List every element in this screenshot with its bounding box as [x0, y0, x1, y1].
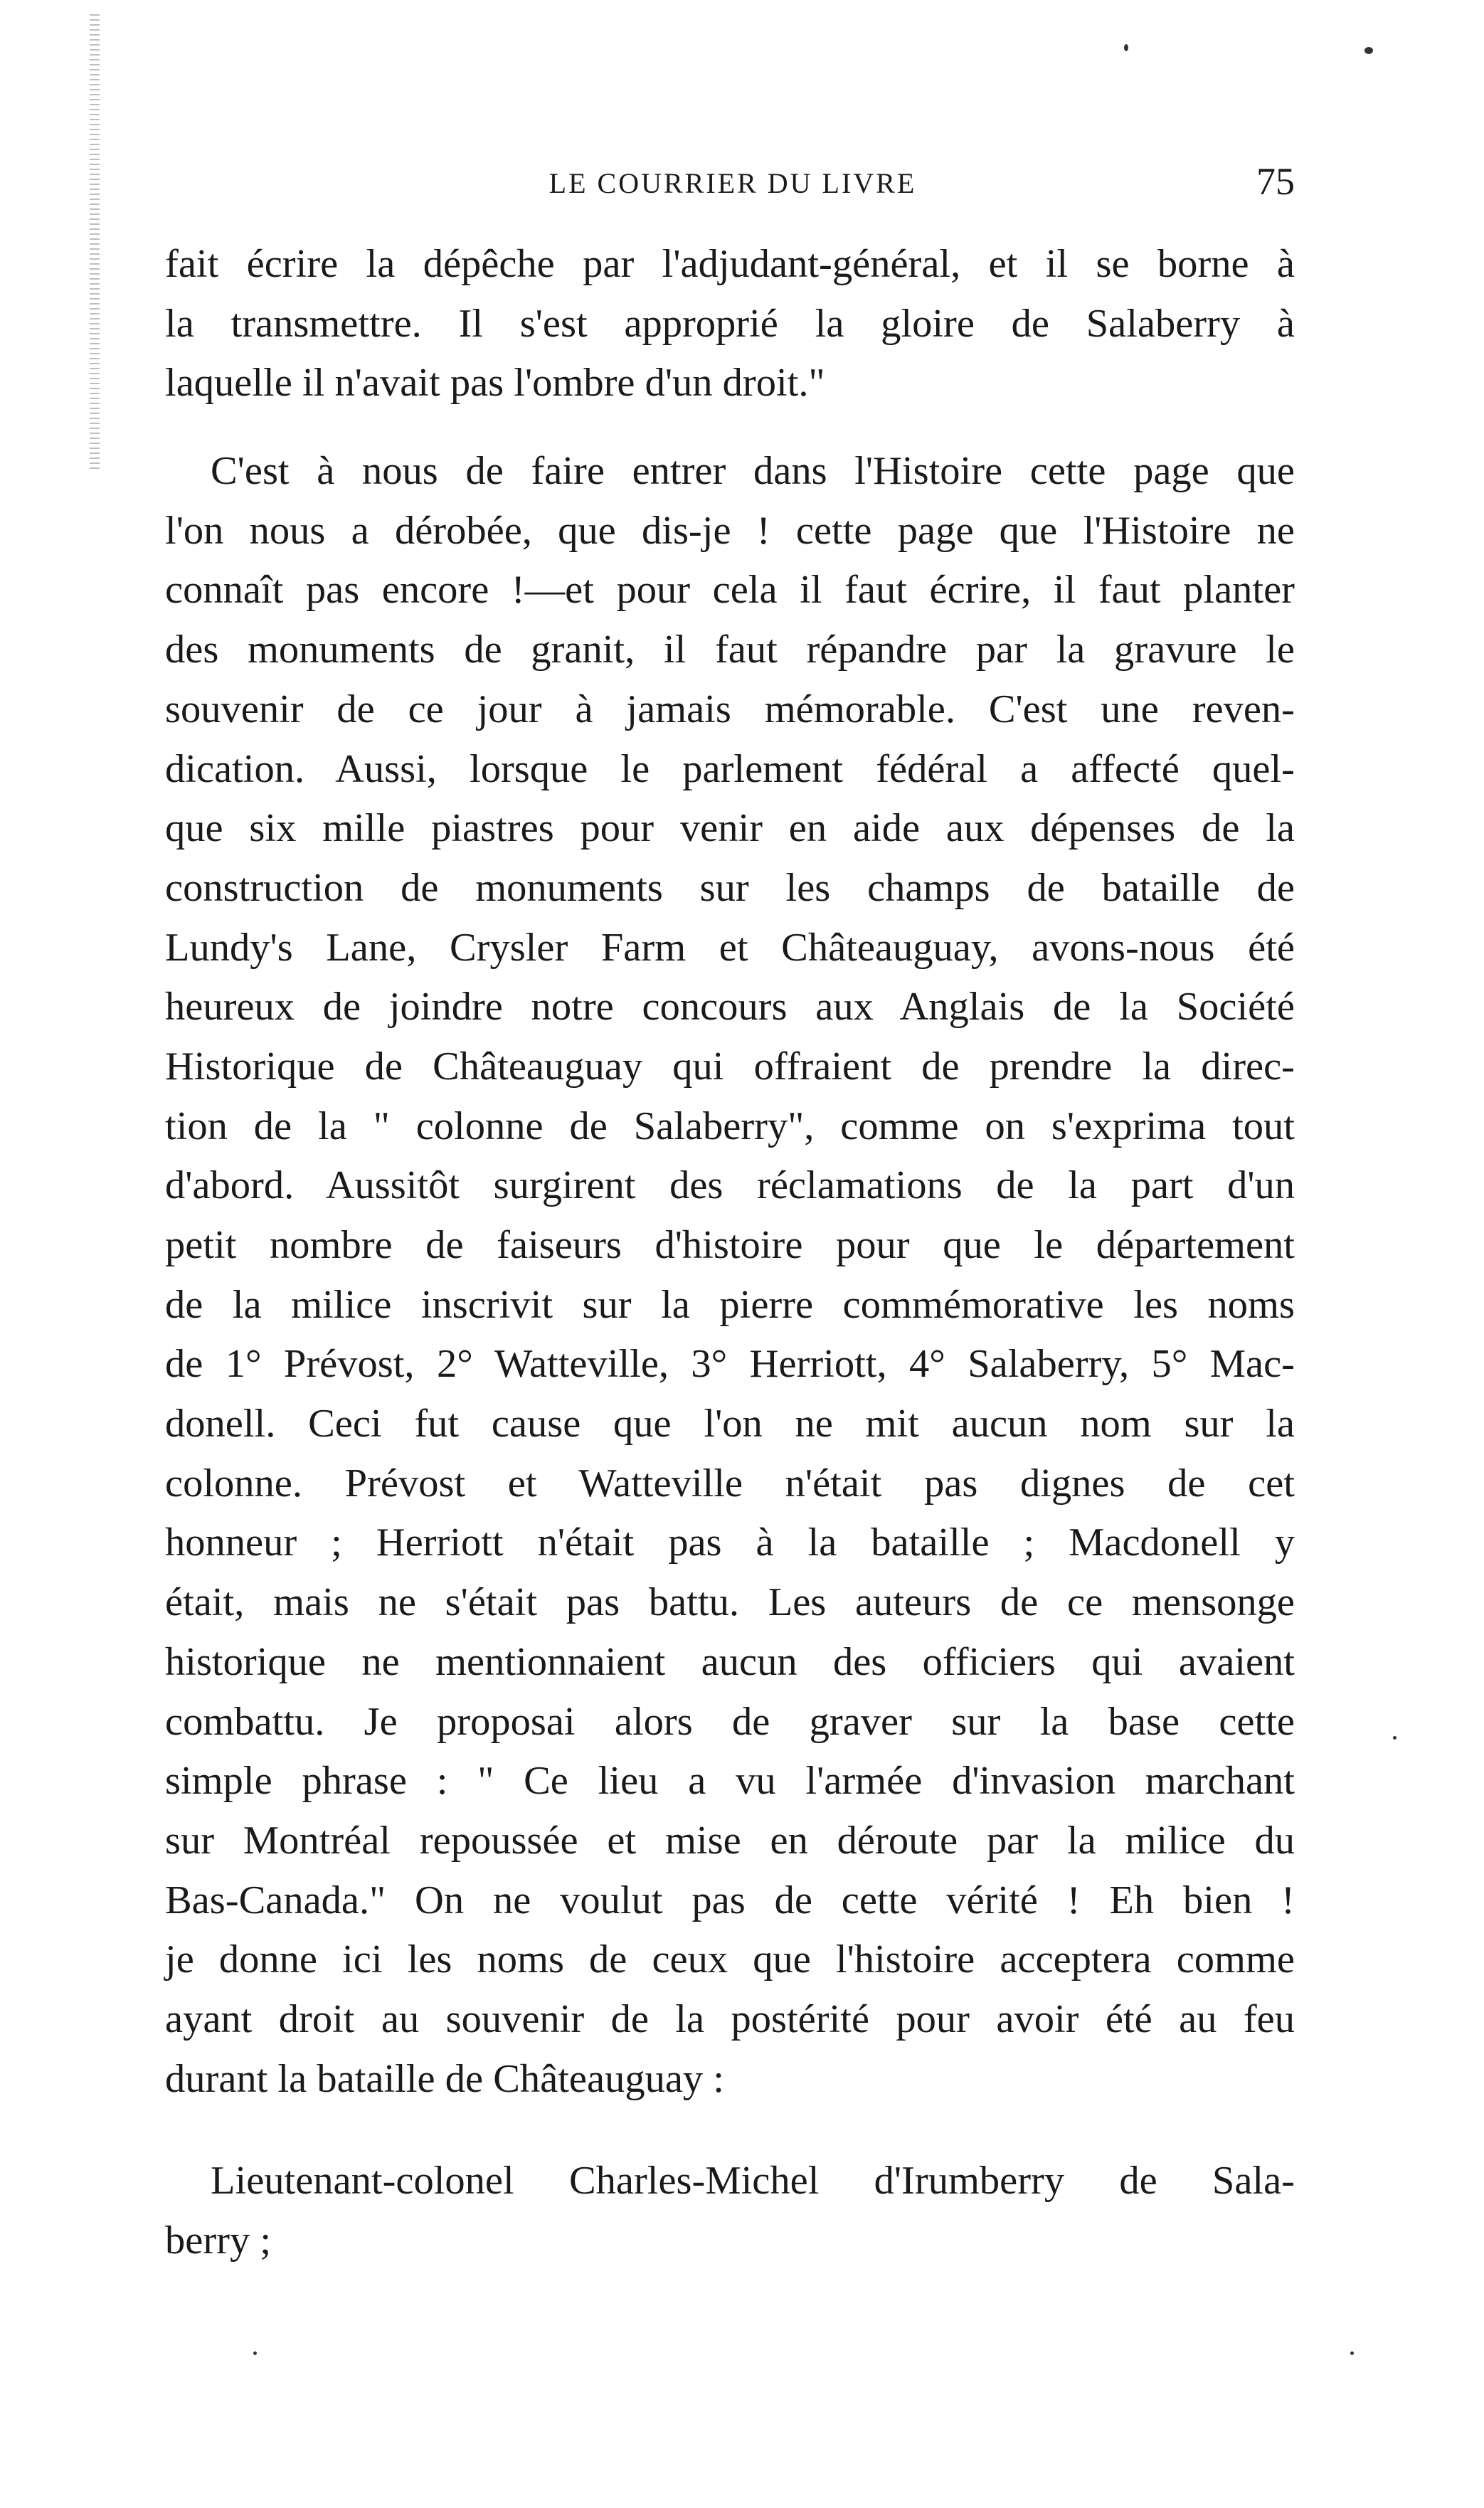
text-line: combattu. Je proposai alors de graver sur la base cette [165, 1699, 1295, 1744]
scan-speck [1124, 44, 1128, 51]
text-line: honneur ; Herriott n'était pas à la bataille ; Macdonell y [165, 1520, 1295, 1565]
text-line: dication. Aussi, lorsque le parlement fédéral a affecté quel- [165, 746, 1295, 791]
running-title: LE COURRIER DU LIVRE [548, 167, 917, 199]
text-line: berry ; [165, 2218, 272, 2263]
text-line: de 1° Prévost, 2° Watteville, 3° Herriott, 4° Salaberry, 5° Mac- [165, 1342, 1295, 1387]
text-line: Historique de Châteauguay qui offraient de prendre la direc- [165, 1044, 1295, 1089]
page-header [171, 159, 1295, 209]
text-line: heureux de joindre notre concours aux Anglais de la Société [165, 985, 1295, 1030]
paragraph [165, 2152, 1295, 2270]
text-line: ayant droit au souvenir de la postérité pour avoir été au feu [165, 1996, 1295, 2041]
scan-speck [253, 2351, 257, 2355]
text-line: tion de la " colonne de Salaberry", comme on s'exprima tout [165, 1104, 1295, 1148]
text-line: fait écrire la dépêche par l'adjudant-général, et il se borne à [165, 242, 1295, 286]
text-line: des monuments de granit, il faut répandre par la gravure le [165, 628, 1295, 672]
text-line: C'est à nous de faire entrer dans l'Histoire cette page que [211, 449, 1295, 494]
paragraph [165, 235, 1295, 413]
text-line: Bas-Canada." On ne voulut pas de cette vérité ! Eh bien ! [165, 1878, 1295, 1922]
text-line: sur Montréal repoussée et mise en déroute par la milice du [165, 1818, 1295, 1863]
text-line: laquelle il n'avait pas l'ombre d'un droit." [165, 361, 825, 406]
text-line: souvenir de ce jour à jamais mémorable. C'est une reven- [165, 687, 1295, 731]
text-line: la transmettre. Il s'est approprié la gloire de Salaberry à [165, 301, 1295, 346]
text-line: construction de monuments sur les champs de bataille de [165, 865, 1295, 910]
scan-speck [1350, 2351, 1354, 2355]
page-number: 75 [1256, 160, 1295, 203]
text-line: je donne ici les noms de ceux que l'histoire acceptera comme [165, 1937, 1295, 1982]
text-line: durant la bataille de Châteauguay : [165, 2056, 724, 2101]
text-line: petit nombre de faiseurs d'histoire pour que le département [165, 1223, 1295, 1267]
text-line: historique ne mentionnaient aucun des officiers qui avaient [165, 1639, 1295, 1684]
scan-speck [1364, 47, 1373, 54]
text-line: connaît pas encore !—et pour cela il faut écrire, il faut planter [165, 568, 1295, 613]
text-line: était, mais ne s'était pas battu. Les auteurs de ce mensonge [165, 1580, 1295, 1625]
text-line: donell. Ceci fut cause que l'on ne mit aucun nom sur la [165, 1402, 1295, 1446]
text-line: l'on nous a dérobée, que dis-je ! cette page que l'Histoire ne [165, 508, 1295, 553]
text-line: Lieutenant-colonel Charles-Michel d'Irumberry de Sala- [211, 2159, 1295, 2203]
text-line: de la milice inscrivit sur la pierre commémorative les noms [165, 1282, 1295, 1327]
scan-speck [1393, 1736, 1396, 1740]
paragraph [165, 442, 1295, 2109]
scan-margin-noise [90, 14, 100, 470]
text-line: colonne. Prévost et Watteville n'était pas dignes de cet [165, 1461, 1295, 1506]
text-line: d'abord. Aussitôt surgirent des réclamations de la part d'un [165, 1163, 1295, 1208]
text-line: que six mille piastres pour venir en aide aux dépenses de la [165, 806, 1295, 851]
body-text [165, 235, 1295, 2271]
text-line: Lundy's Lane, Crysler Farm et Châteauguay, avons-nous été [165, 925, 1295, 970]
text-line: simple phrase : " Ce lieu a vu l'armée d'invasion marchant [165, 1759, 1295, 1804]
